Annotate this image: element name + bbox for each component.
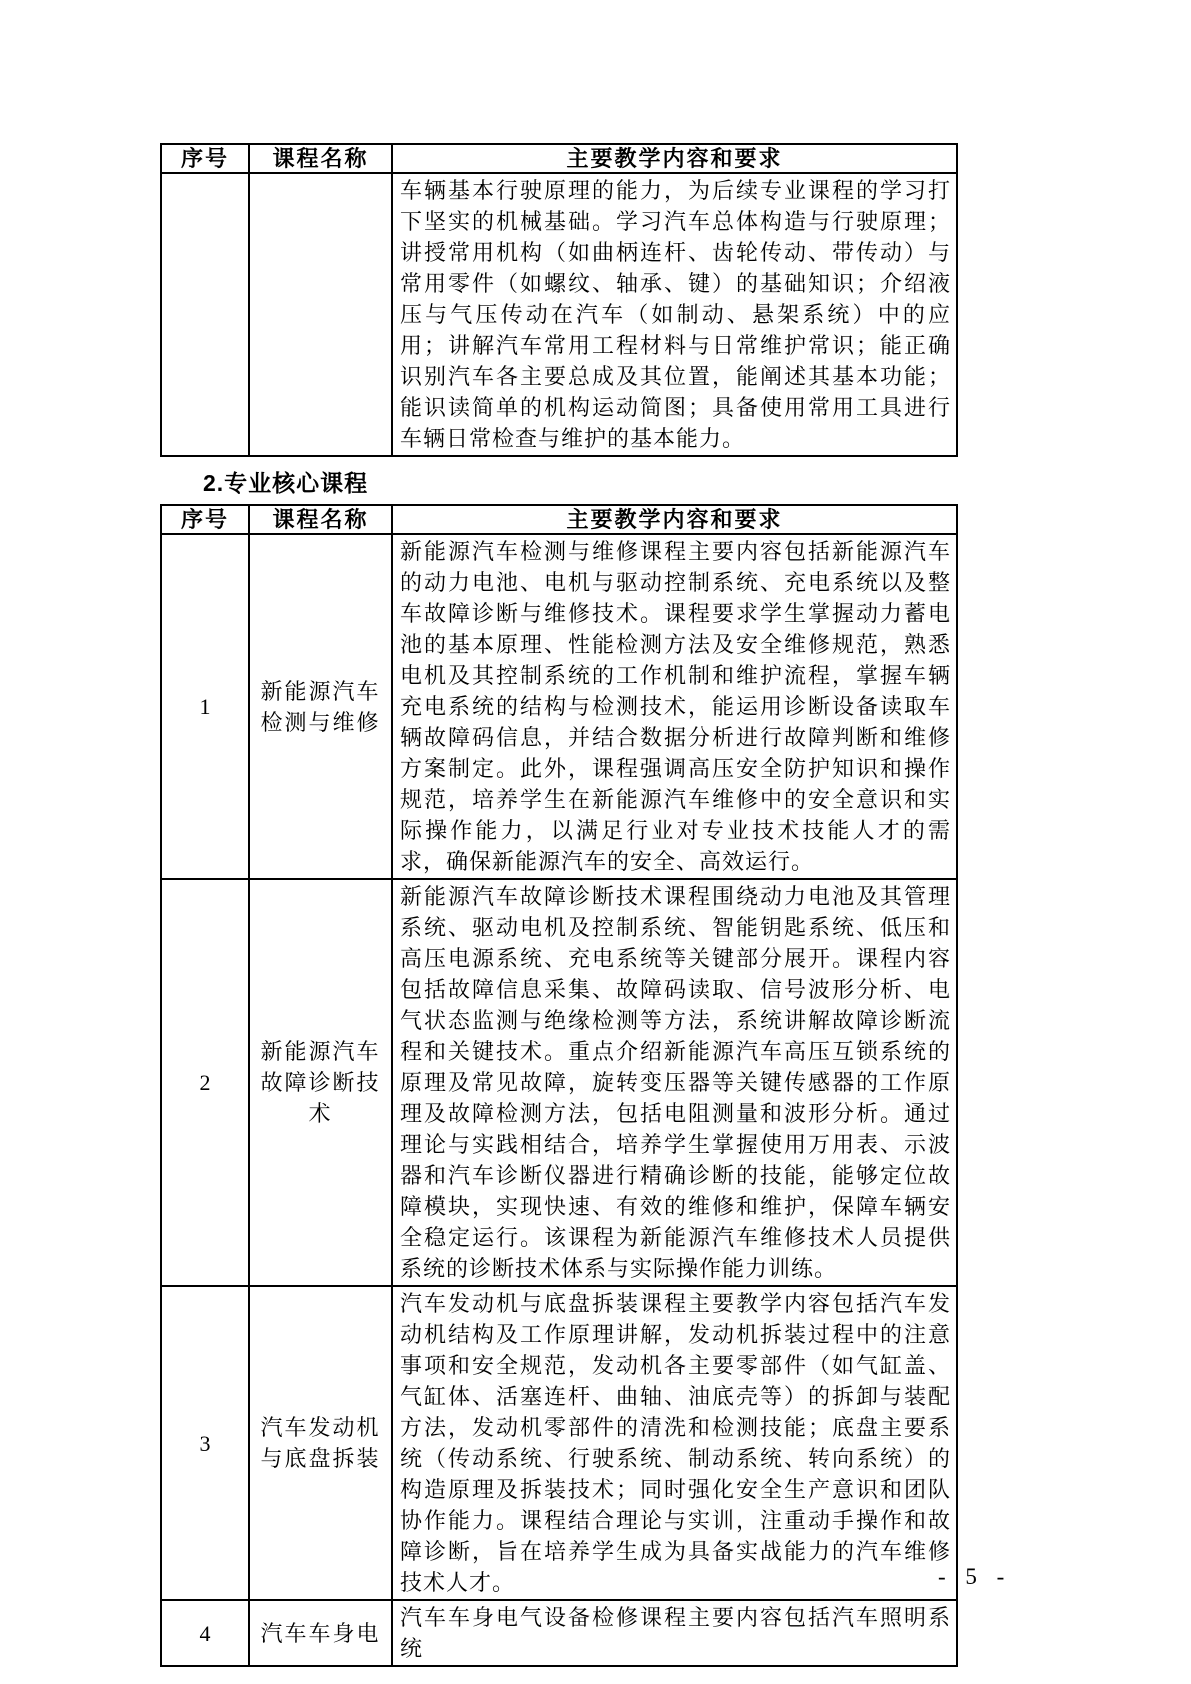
table2-row1-course-name-cell: 新能源汽车检测与维修	[249, 534, 392, 879]
table1-header-row	[161, 144, 957, 173]
table2-header-teaching-content: 主要教学内容和要求	[392, 505, 957, 534]
table2-row4-number-cell: 4	[161, 1600, 249, 1666]
table2-row-4	[161, 1600, 957, 1666]
table1-header-no: 序号	[161, 144, 249, 173]
table1-course-name-cell	[249, 173, 392, 456]
page-number: - 5 -	[938, 1564, 1008, 1589]
core-course-table	[160, 504, 958, 1667]
table2-row2-number-cell: 2	[161, 879, 249, 1286]
table2-row1-course-content-cell: 新能源汽车检测与维修课程主要内容包括新能源汽车的动力电池、电机与驱动控制系统、充电系统以及整车故障诊断与维修技术。课程要求学生掌握动力蓄电池的基本原理、性能检测方法及安全维修规范，熟悉电机及其控制系统的工作机制和维护流程，掌握车辆充电系统的结构与检测技术，能运用诊断设备读取车辆故障码信息，并结合数据分析进行故障判断和维修方案制定。此外，课程强调高压安全防护知识和操作规范，培养学生在新能源汽车维修中的安全意识和实际操作能力，以满足行业对专业技术技能人才的需求，确保新能源汽车的安全、高效运行。	[392, 534, 957, 879]
table2-row3-course-name-cell: 汽车发动机与底盘拆装	[249, 1286, 392, 1600]
table2-row4-course-content-cell: 汽车车身电气设备检修课程主要内容包括汽车照明系统	[392, 1600, 957, 1666]
table1-row-number-cell	[161, 173, 249, 456]
table1-header-course-name: 课程名称	[249, 144, 392, 173]
table1-row-continuation	[161, 173, 957, 456]
table2-row-3	[161, 1286, 957, 1600]
document-body	[160, 143, 956, 1667]
table2-header-no: 序号	[161, 505, 249, 534]
table2-header-course-name: 课程名称	[249, 505, 392, 534]
table2-row2-course-content-cell: 新能源汽车故障诊断技术课程围绕动力电池及其管理系统、驱动电机及控制系统、智能钥匙系统、低压和高压电源系统、充电系统等关键部分展开。课程内容包括故障信息采集、故障码读取、信号波形分析、电气状态监测与绝缘检测等方法，系统讲解故障诊断流程和关键技术。重点介绍新能源汽车高压互锁系统的原理及常见故障，旋转变压器等关键传感器的工作原理及故障检测方法，包括电阻测量和波形分析。通过理论与实践相结合，培养学生掌握使用万用表、示波器和汽车诊断仪器进行精确诊断的技能，能够定位故障模块，实现快速、有效的维修和维护，保障车辆安全稳定运行。该课程为新能源汽车维修技术人员提供系统的诊断技术体系与实际操作能力训练。	[392, 879, 957, 1286]
section-heading-core-courses: 2.专业核心课程	[203, 470, 369, 496]
table2-header-row	[161, 505, 957, 534]
table1-course-content-cell: 车辆基本行驶原理的能力，为后续专业课程的学习打下坚实的机械基础。学习汽车总体构造与行驶原理；讲授常用机构（如曲柄连杆、齿轮传动、带传动）与常用零件（如螺纹、轴承、键）的基础知识；介绍液压与气压传动在汽车（如制动、悬架系统）中的应用；讲解汽车常用工程材料与日常维护常识；能正确识别汽车各主要总成及其位置，能阐述其基本功能；能识读简单的机构运动简图；具备使用常用工具进行车辆日常检查与维护的基本能力。	[392, 173, 957, 456]
table2-row-2	[161, 879, 957, 1286]
table2-row1-number-cell: 1	[161, 534, 249, 879]
table2-row-1	[161, 534, 957, 879]
table1-header-teaching-content: 主要教学内容和要求	[392, 144, 957, 173]
table2-row3-number-cell: 3	[161, 1286, 249, 1600]
table2-row4-course-name-cell: 汽车车身电	[249, 1600, 392, 1666]
table2-row3-course-content-cell: 汽车发动机与底盘拆装课程主要教学内容包括汽车发动机结构及工作原理讲解，发动机拆装过程中的注意事项和安全规范，发动机各主要零部件（如气缸盖、气缸体、活塞连杆、曲轴、油底壳等）的拆卸与装配方法，发动机零部件的清洗和检测技能；底盘主要系统（传动系统、行驶系统、制动系统、转向系统）的构造原理及拆装技术；同时强化安全生产意识和团队协作能力。课程结合理论与实训，注重动手操作和故障诊断，旨在培养学生成为具备实战能力的汽车维修技术人才。	[392, 1286, 957, 1600]
continuation-course-table	[160, 143, 958, 457]
table2-row2-course-name-cell: 新能源汽车故障诊断技术	[249, 879, 392, 1286]
